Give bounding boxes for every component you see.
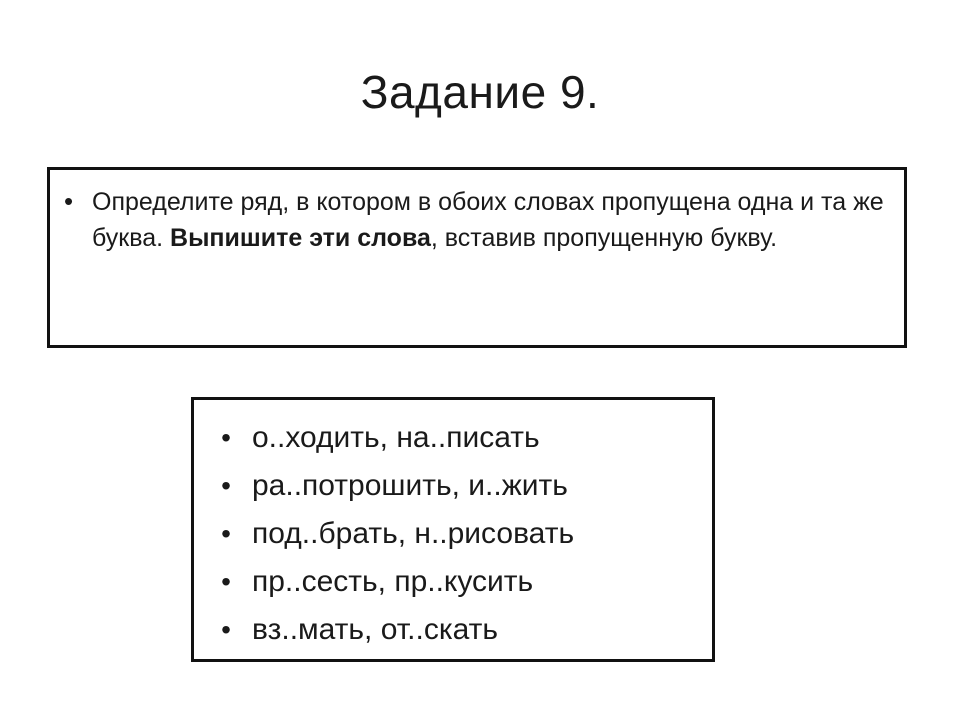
answer-option bbox=[200, 462, 702, 510]
answer-option bbox=[200, 606, 702, 654]
answer-options-box bbox=[191, 397, 715, 662]
instruction-text-end: , вставив пропущенную букву. bbox=[430, 224, 778, 252]
slide-title: Задание 9. bbox=[360, 66, 600, 118]
instruction-text-start: Определите ряд, в котором в обоих словах пропущена одна и та же буква. bbox=[92, 188, 884, 252]
answer-option-text: о..ходить, на..писать bbox=[252, 421, 540, 454]
bullet-icon: • bbox=[64, 186, 74, 216]
answer-option bbox=[200, 510, 702, 558]
bullet-icon: • bbox=[221, 566, 231, 597]
answer-option-text: вз..мать, от..скать bbox=[252, 613, 499, 646]
answer-option-text: ра..потрошить, и..жить bbox=[252, 469, 568, 502]
bullet-icon: • bbox=[221, 470, 231, 501]
answer-option bbox=[200, 558, 702, 606]
bullet-icon: • bbox=[221, 422, 231, 453]
instruction-box bbox=[47, 167, 907, 348]
answer-option bbox=[200, 414, 702, 462]
instruction-text-bold: Выпишите эти слова bbox=[170, 224, 431, 252]
instruction-text bbox=[92, 184, 884, 256]
answer-option-text: под..брать, н..рисовать bbox=[252, 517, 575, 550]
answer-option-text: пр..сесть, пр..кусить bbox=[252, 565, 534, 598]
bullet-icon: • bbox=[221, 614, 231, 645]
instruction-item bbox=[64, 184, 884, 256]
bullet-icon: • bbox=[221, 518, 231, 549]
